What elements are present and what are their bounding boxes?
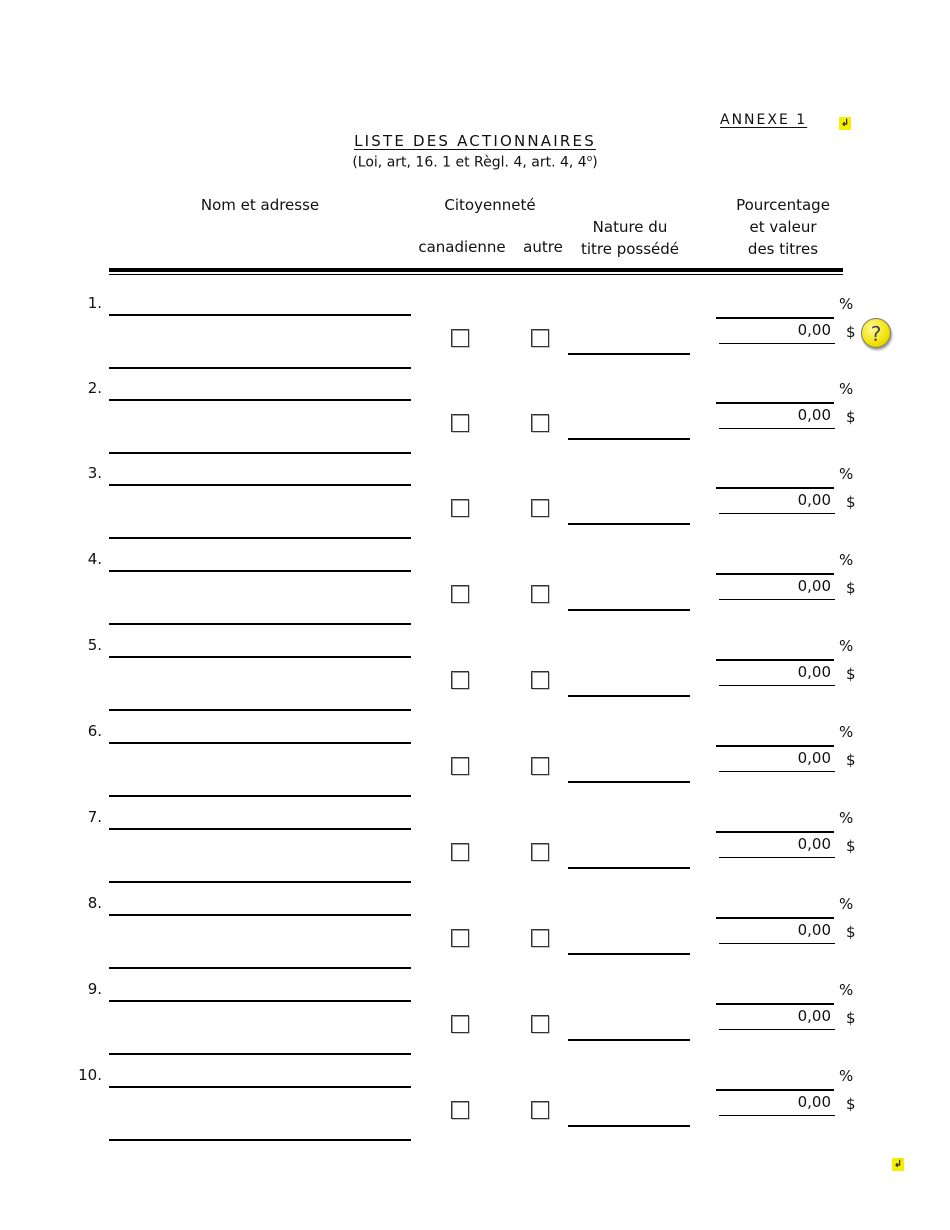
canadian-checkbox[interactable] xyxy=(451,414,469,432)
percent-symbol: % xyxy=(839,981,854,999)
name-address-field-line1[interactable] xyxy=(109,1000,411,1002)
nature-field[interactable] xyxy=(568,953,690,955)
percentage-field[interactable] xyxy=(716,573,834,575)
other-checkbox[interactable] xyxy=(531,585,549,603)
percentage-field[interactable] xyxy=(716,745,834,747)
percent-symbol: % xyxy=(839,380,854,398)
row-number: 2. xyxy=(87,379,102,397)
value-field-underline xyxy=(719,771,835,772)
canadian-checkbox[interactable] xyxy=(451,585,469,603)
row-number: 5. xyxy=(87,636,102,654)
name-address-field-line1[interactable] xyxy=(109,914,411,916)
value-field-underline xyxy=(719,685,835,686)
value-field[interactable]: 0,00 xyxy=(797,1093,831,1111)
row-number: 10. xyxy=(78,1066,102,1084)
name-address-field-line1[interactable] xyxy=(109,314,411,316)
name-address-field-line2[interactable] xyxy=(109,881,411,883)
row-number: 3. xyxy=(87,464,102,482)
percent-symbol: % xyxy=(839,809,854,827)
name-address-field-line2[interactable] xyxy=(109,452,411,454)
row-number: 4. xyxy=(87,550,102,568)
value-field-underline xyxy=(719,857,835,858)
other-checkbox[interactable] xyxy=(531,929,549,947)
percent-symbol: % xyxy=(839,551,854,569)
value-field-underline xyxy=(719,513,835,514)
name-address-field-line2[interactable] xyxy=(109,1053,411,1055)
dollar-symbol: $ xyxy=(846,1095,856,1113)
dollar-symbol: $ xyxy=(846,665,856,683)
page-title: LISTE DES ACTIONNAIRES xyxy=(354,132,596,150)
value-field[interactable]: 0,00 xyxy=(797,577,831,595)
name-address-field-line1[interactable] xyxy=(109,484,411,486)
nature-field[interactable] xyxy=(568,781,690,783)
value-field[interactable]: 0,00 xyxy=(797,491,831,509)
dollar-symbol: $ xyxy=(846,579,856,597)
other-checkbox[interactable] xyxy=(531,671,549,689)
percentage-field[interactable] xyxy=(716,917,834,919)
value-field[interactable]: 0,00 xyxy=(797,835,831,853)
name-address-field-line1[interactable] xyxy=(109,1086,411,1088)
dollar-symbol: $ xyxy=(846,751,856,769)
canadian-checkbox[interactable] xyxy=(451,757,469,775)
name-address-field-line2[interactable] xyxy=(109,795,411,797)
value-field[interactable]: 0,00 xyxy=(797,663,831,681)
percent-symbol: % xyxy=(839,895,854,913)
nature-field[interactable] xyxy=(568,523,690,525)
name-address-field-line1[interactable] xyxy=(109,742,411,744)
value-field[interactable]: 0,00 xyxy=(797,749,831,767)
name-address-field-line1[interactable] xyxy=(109,570,411,572)
name-address-field-line1[interactable] xyxy=(109,828,411,830)
name-address-field-line2[interactable] xyxy=(109,623,411,625)
dollar-symbol: $ xyxy=(846,923,856,941)
other-checkbox[interactable] xyxy=(531,1015,549,1033)
column-header-nature: Nature du titre possédé xyxy=(580,218,680,258)
other-checkbox[interactable] xyxy=(531,414,549,432)
percent-symbol: % xyxy=(839,465,854,483)
dollar-symbol: $ xyxy=(846,323,856,341)
percent-symbol: % xyxy=(839,723,854,741)
column-header-name: Nom et adresse xyxy=(200,196,320,214)
percent-symbol: % xyxy=(839,637,854,655)
name-address-field-line1[interactable] xyxy=(109,656,411,658)
dollar-symbol: $ xyxy=(846,1009,856,1027)
row-number: 6. xyxy=(87,722,102,740)
value-field[interactable]: 0,00 xyxy=(797,1007,831,1025)
header-divider-thin xyxy=(109,274,843,275)
row-number: 8. xyxy=(87,894,102,912)
percent-symbol: % xyxy=(839,1067,854,1085)
row-number: 1. xyxy=(87,294,102,312)
annex-label: ANNEXE 1 xyxy=(720,112,808,128)
nature-field[interactable] xyxy=(568,609,690,611)
value-field-underline xyxy=(719,1029,835,1030)
other-checkbox[interactable] xyxy=(531,499,549,517)
value-field[interactable]: 0,00 xyxy=(797,321,831,339)
canadian-checkbox[interactable] xyxy=(451,329,469,347)
header-divider-thick xyxy=(109,268,843,272)
percentage-field[interactable] xyxy=(716,1003,834,1005)
dollar-symbol: $ xyxy=(846,837,856,855)
help-question-icon[interactable]: ? xyxy=(861,318,891,348)
nature-field[interactable] xyxy=(568,353,690,355)
other-checkbox[interactable] xyxy=(531,1101,549,1119)
canadian-checkbox[interactable] xyxy=(451,843,469,861)
percentage-field[interactable] xyxy=(716,402,834,404)
value-field-underline xyxy=(719,943,835,944)
canadian-checkbox[interactable] xyxy=(451,499,469,517)
nature-field[interactable] xyxy=(568,867,690,869)
value-field-underline xyxy=(719,1115,835,1116)
column-header-canadian: canadienne xyxy=(418,238,506,256)
nature-field[interactable] xyxy=(568,1125,690,1127)
other-checkbox[interactable] xyxy=(531,843,549,861)
nature-field[interactable] xyxy=(568,695,690,697)
percentage-field[interactable] xyxy=(716,1089,834,1091)
percent-symbol: % xyxy=(839,295,854,313)
name-address-field-line2[interactable] xyxy=(109,709,411,711)
return-arrow-icon-bottom[interactable]: ↲ xyxy=(893,1159,903,1170)
row-number: 9. xyxy=(87,980,102,998)
canadian-checkbox[interactable] xyxy=(451,929,469,947)
page-subtitle: (Loi, art, 16. 1 et Règl. 4, art. 4, 4$^o$) xyxy=(352,154,598,171)
value-field-underline xyxy=(719,599,835,600)
value-field[interactable]: 0,00 xyxy=(797,921,831,939)
nature-field[interactable] xyxy=(568,1039,690,1041)
percentage-field[interactable] xyxy=(716,659,834,661)
canadian-checkbox[interactable] xyxy=(451,1101,469,1119)
value-field[interactable]: 0,00 xyxy=(797,406,831,424)
name-address-field-line2[interactable] xyxy=(109,367,411,369)
name-address-field-line1[interactable] xyxy=(109,399,411,401)
nature-field[interactable] xyxy=(568,438,690,440)
column-header-citizenship: Citoyenneté xyxy=(444,196,536,214)
row-number: 7. xyxy=(87,808,102,826)
value-field-underline xyxy=(719,428,835,429)
dollar-symbol: $ xyxy=(846,493,856,511)
column-header-other: autre xyxy=(523,238,563,256)
name-address-field-line2[interactable] xyxy=(109,967,411,969)
name-address-field-line2[interactable] xyxy=(109,1139,411,1141)
percentage-field[interactable] xyxy=(716,831,834,833)
canadian-checkbox[interactable] xyxy=(451,671,469,689)
percentage-field[interactable] xyxy=(716,487,834,489)
canadian-checkbox[interactable] xyxy=(451,1015,469,1033)
value-field-underline xyxy=(719,343,835,344)
percentage-field[interactable] xyxy=(716,317,834,319)
other-checkbox[interactable] xyxy=(531,757,549,775)
dollar-symbol: $ xyxy=(846,408,856,426)
column-header-percentage: Pourcentage et valeur des titres xyxy=(736,196,830,258)
return-arrow-icon[interactable]: ↲ xyxy=(840,118,850,129)
name-address-field-line2[interactable] xyxy=(109,537,411,539)
other-checkbox[interactable] xyxy=(531,329,549,347)
